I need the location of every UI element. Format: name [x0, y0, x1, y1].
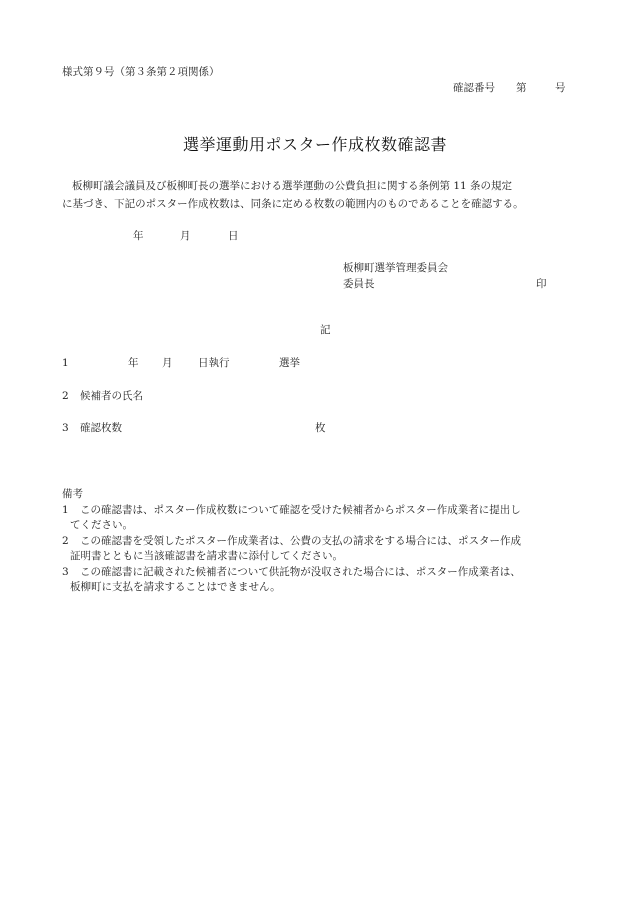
form-number: 様式第９号（第３条第２項関係）: [62, 66, 220, 78]
confirmation-number-go: 号: [555, 82, 566, 94]
ki-heading: 記: [320, 324, 331, 336]
note3-line1: この確認書に記載された候補者について供託物が没収された場合には、ポスター作成業者は、: [80, 566, 521, 578]
document-title: 選挙運動用ポスター作成枚数確認書: [182, 135, 447, 154]
issuer-seal: 印: [536, 278, 547, 290]
note3-line2: 板柳町に支払を請求することはできません。: [70, 581, 281, 593]
note2-number: 2: [62, 535, 69, 547]
issuer-chair: 委員長: [343, 278, 375, 290]
item3-number: 3: [62, 422, 69, 434]
item1-month: 月: [162, 357, 173, 369]
date-year: 年: [133, 230, 144, 242]
confirmation-number-dai: 第: [516, 82, 527, 94]
note1-line2: てください。: [70, 519, 133, 531]
item3-unit: 枚: [315, 422, 326, 434]
confirmation-number-label: 確認番号: [453, 82, 495, 94]
item3-label: 確認枚数: [80, 422, 122, 434]
note3-number: 3: [62, 566, 69, 578]
item1-election: 選挙: [279, 357, 300, 369]
body-paragraph-line2: に基づき、下記のポスター作成枚数は、同条に定める枚数の範囲内のものであることを確認する。: [62, 198, 524, 210]
note1-line1: この確認書は、ポスター作成枚数について確認を受けた候補者からポスター作成業者に提出し: [80, 504, 521, 516]
item1-day-exec: 日執行: [198, 357, 230, 369]
item1-number: 1: [62, 357, 69, 369]
date-month: 月: [180, 230, 191, 242]
item2-label: 候補者の氏名: [80, 390, 143, 402]
body-paragraph-line1: 板柳町議会議員及び板柳町長の選挙における選挙運動の公費負担に関する条例第 11 条の規定: [72, 180, 513, 192]
issuer-committee: 板柳町選挙管理委員会: [343, 262, 448, 274]
note1-number: 1: [62, 504, 69, 516]
note2-line2: 証明書とともに当該確認書を請求書に添付してください。: [70, 550, 343, 562]
item2-number: 2: [62, 390, 69, 402]
note2-line1: この確認書を受領したポスター作成業者は、公費の支払の請求をする場合には、ポスター作成: [80, 535, 521, 547]
notes-heading: 備考: [62, 488, 83, 500]
date-day: 日: [228, 230, 239, 242]
item1-year: 年: [128, 357, 139, 369]
